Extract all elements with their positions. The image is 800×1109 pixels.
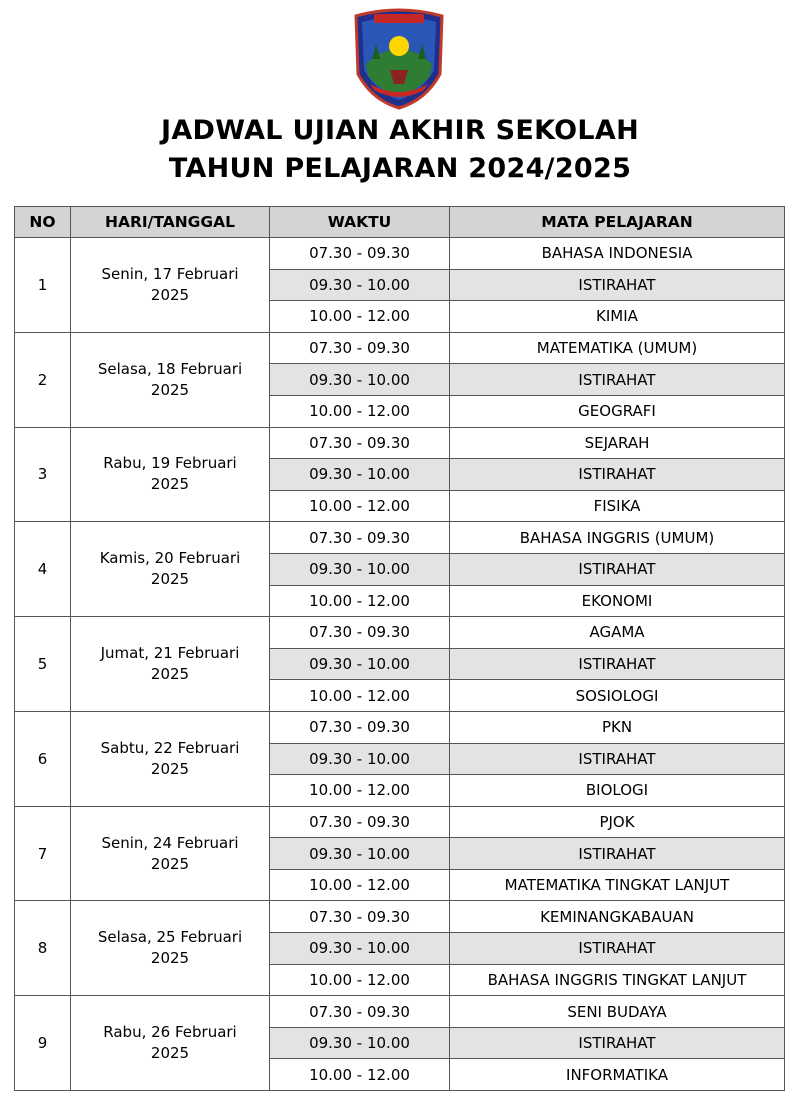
row-number-cell: 8 [15, 901, 71, 996]
time-cell: 09.30 - 10.00 [270, 743, 450, 775]
row-number-cell: 3 [15, 427, 71, 522]
row-number-cell: 7 [15, 806, 71, 901]
row-number-cell: 2 [15, 332, 71, 427]
time-cell: 07.30 - 09.30 [270, 427, 450, 459]
subject-cell: FISIKA [450, 490, 785, 522]
time-cell: 07.30 - 09.30 [270, 901, 450, 933]
day-date-cell [71, 711, 270, 806]
subject-cell: ISTIRAHAT [450, 648, 785, 680]
time-cell: 10.00 - 12.00 [270, 964, 450, 996]
time-cell: 09.30 - 10.00 [270, 459, 450, 491]
school-district-logo [346, 4, 452, 110]
day-date-cell [71, 806, 270, 901]
subject-cell: BIOLOGI [450, 775, 785, 807]
time-cell: 10.00 - 12.00 [270, 585, 450, 617]
day-date-label: Rabu, 19 Februari [103, 454, 237, 473]
time-cell: 09.30 - 10.00 [270, 838, 450, 870]
time-cell: 07.30 - 09.30 [270, 332, 450, 364]
subject-cell: ISTIRAHAT [450, 269, 785, 301]
column-header-no: NO [15, 207, 71, 238]
subject-cell: BAHASA INGGRIS TINGKAT LANJUT [450, 964, 785, 996]
time-cell: 07.30 - 09.30 [270, 996, 450, 1028]
document-subtitle: TAHUN PELAJARAN 2024/2025 [168, 153, 632, 184]
subject-cell: SEJARAH [450, 427, 785, 459]
table-row [15, 617, 785, 649]
year-label: 2025 [150, 949, 190, 968]
row-number-cell: 6 [15, 711, 71, 806]
table-row [15, 238, 785, 270]
day-date-cell [71, 238, 270, 333]
time-cell: 09.30 - 10.00 [270, 364, 450, 396]
table-header-row [15, 207, 785, 238]
subject-cell: MATEMATIKA TINGKAT LANJUT [450, 869, 785, 901]
column-header-time: WAKTU [270, 207, 450, 238]
time-cell: 10.00 - 12.00 [270, 1059, 450, 1091]
time-cell: 09.30 - 10.00 [270, 648, 450, 680]
subject-cell: SENI BUDAYA [450, 996, 785, 1028]
subject-cell: ISTIRAHAT [450, 838, 785, 870]
day-date-label: Kamis, 20 Februari [99, 549, 241, 568]
day-date-label: Jumat, 21 Februari [100, 644, 240, 663]
day-date-label: Selasa, 25 Februari [97, 928, 243, 947]
day-date-cell [71, 427, 270, 522]
subject-cell: ISTIRAHAT [450, 459, 785, 491]
subject-cell: ISTIRAHAT [450, 743, 785, 775]
year-label: 2025 [150, 854, 190, 873]
row-number-cell: 4 [15, 522, 71, 617]
table-row [15, 901, 785, 933]
day-date-label: Senin, 24 Februari [101, 833, 239, 852]
day-date-cell [71, 996, 270, 1091]
time-cell: 09.30 - 10.00 [270, 933, 450, 965]
time-cell: 07.30 - 09.30 [270, 522, 450, 554]
day-date-label: Sabtu, 22 Februari [100, 738, 240, 757]
subject-cell: BAHASA INDONESIA [450, 238, 785, 270]
time-cell: 10.00 - 12.00 [270, 680, 450, 712]
year-label: 2025 [150, 285, 190, 304]
subject-cell: GEOGRAFI [450, 395, 785, 427]
year-label: 2025 [150, 380, 190, 399]
time-cell: 10.00 - 12.00 [270, 395, 450, 427]
year-label: 2025 [150, 1044, 190, 1063]
table-row [15, 996, 785, 1028]
day-date-cell [71, 522, 270, 617]
day-date-cell [71, 901, 270, 996]
table-row [15, 332, 785, 364]
subject-cell: ISTIRAHAT [450, 1027, 785, 1059]
year-label: 2025 [150, 570, 190, 589]
table-row [15, 806, 785, 838]
time-cell: 07.30 - 09.30 [270, 711, 450, 743]
document-title: JADWAL UJIAN AKHIR SEKOLAH [160, 115, 640, 146]
time-cell: 09.30 - 10.00 [270, 1027, 450, 1059]
exam-schedule-table [14, 206, 785, 1091]
subject-cell: ISTIRAHAT [450, 933, 785, 965]
time-cell: 07.30 - 09.30 [270, 806, 450, 838]
day-date-cell [71, 332, 270, 427]
subject-cell: BAHASA INGGRIS (UMUM) [450, 522, 785, 554]
subject-cell: SOSIOLOGI [450, 680, 785, 712]
table-row [15, 711, 785, 743]
subject-cell: PKN [450, 711, 785, 743]
column-header-day-date: HARI/TANGGAL [71, 207, 270, 238]
subject-cell: INFORMATIKA [450, 1059, 785, 1091]
day-date-label: Selasa, 18 Februari [97, 359, 243, 378]
year-label: 2025 [150, 759, 190, 778]
day-date-label: Rabu, 26 Februari [103, 1023, 237, 1042]
year-label: 2025 [150, 475, 190, 494]
time-cell: 07.30 - 09.30 [270, 238, 450, 270]
time-cell: 09.30 - 10.00 [270, 553, 450, 585]
time-cell: 09.30 - 10.00 [270, 269, 450, 301]
row-number-cell: 9 [15, 996, 71, 1091]
year-label: 2025 [150, 665, 190, 684]
day-date-cell [71, 617, 270, 712]
time-cell: 10.00 - 12.00 [270, 301, 450, 333]
time-cell: 10.00 - 12.00 [270, 490, 450, 522]
time-cell: 10.00 - 12.00 [270, 869, 450, 901]
row-number-cell: 1 [15, 238, 71, 333]
subject-cell: KEMINANGKABAUAN [450, 901, 785, 933]
column-header-subject: MATA PELAJARAN [450, 207, 785, 238]
table-row [15, 522, 785, 554]
subject-cell: ISTIRAHAT [450, 553, 785, 585]
time-cell: 10.00 - 12.00 [270, 775, 450, 807]
table-row [15, 427, 785, 459]
subject-cell: AGAMA [450, 617, 785, 649]
day-date-label: Senin, 17 Februari [101, 264, 239, 283]
subject-cell: ISTIRAHAT [450, 364, 785, 396]
subject-cell: MATEMATIKA (UMUM) [450, 332, 785, 364]
time-cell: 07.30 - 09.30 [270, 617, 450, 649]
subject-cell: EKONOMI [450, 585, 785, 617]
subject-cell: KIMIA [450, 301, 785, 333]
row-number-cell: 5 [15, 617, 71, 712]
subject-cell: PJOK [450, 806, 785, 838]
